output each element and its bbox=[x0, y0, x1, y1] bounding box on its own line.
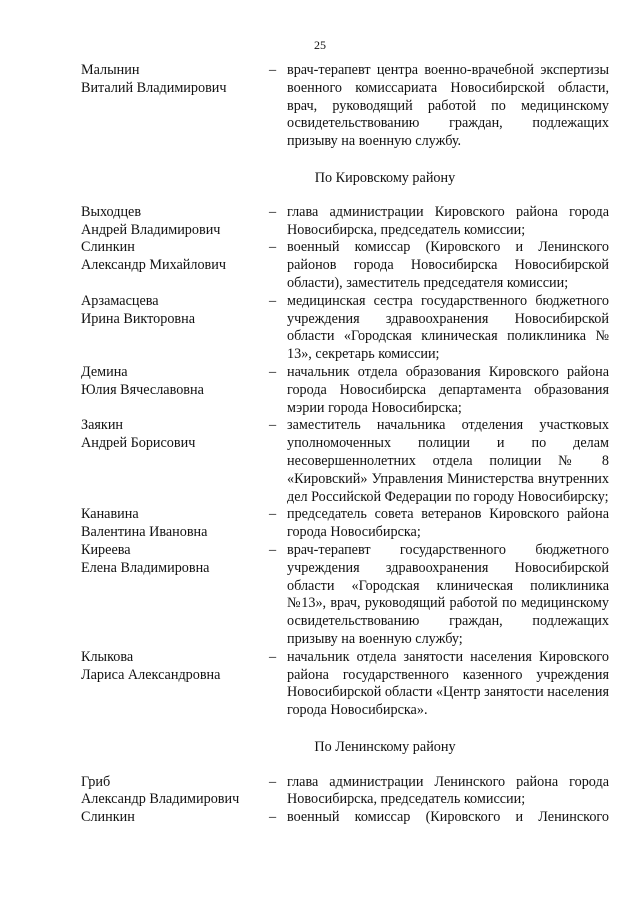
section-heading: По Ленинскому району bbox=[314, 738, 456, 755]
list-item bbox=[81, 506, 609, 542]
member-role: врач-терапевт центра военно-врачебной экспертизы военного комиссариата Новосибирской области, врач, руководящий работой по медицинскому освидетельствованию граждан, подлежащих призыву на военную службу. bbox=[287, 62, 609, 150]
surname: Демина bbox=[81, 363, 128, 380]
list-item bbox=[81, 542, 609, 649]
member-name bbox=[81, 542, 269, 649]
list-item bbox=[81, 809, 609, 827]
surname: Выходцев bbox=[81, 203, 142, 220]
list-item bbox=[81, 204, 609, 240]
dash: – bbox=[269, 506, 277, 523]
surname: Клыкова bbox=[81, 648, 134, 665]
list-item bbox=[81, 364, 609, 417]
given-name: Лариса Александровна bbox=[81, 666, 221, 683]
member-name bbox=[81, 809, 269, 827]
page-number: 25 bbox=[314, 38, 326, 52]
list-item bbox=[81, 417, 609, 506]
member-role: заместитель начальника отделения участковых уполномоченных полиции и по делам несовершеннолетних отдела полиции № 8 «Кировский» Управления Министерства внутренних дел Российской Федерации по городу Новосибирску; bbox=[287, 417, 609, 505]
member-role: председатель совета ветеранов Кировского района города Новосибирска; bbox=[287, 506, 609, 541]
member-name bbox=[81, 506, 269, 542]
list-item bbox=[81, 649, 609, 720]
member-role: военный комиссар (Кировского и Ленинского районов города Новосибирска Новосибирской области), заместитель председателя комиссии; bbox=[287, 239, 609, 291]
member-name bbox=[81, 649, 269, 720]
surname: Малынин bbox=[81, 62, 140, 78]
surname: Гриб bbox=[81, 773, 111, 790]
member-role: военный комиссар (Кировского и Ленинского bbox=[287, 809, 609, 826]
dash: – bbox=[269, 648, 277, 665]
surname: Канавина bbox=[81, 506, 139, 523]
member-role: глава администрации Ленинского района города Новосибирска, председатель комиссии; bbox=[287, 773, 609, 808]
dash: – bbox=[269, 417, 277, 434]
surname: Арзамасцева bbox=[81, 292, 159, 309]
given-name: Андрей Владимирович bbox=[81, 221, 221, 238]
dash: – bbox=[269, 62, 277, 78]
member-name bbox=[81, 293, 269, 364]
surname: Слинкин bbox=[81, 809, 135, 826]
dash: – bbox=[269, 363, 277, 380]
given-name: Ирина Викторовна bbox=[81, 310, 196, 327]
dash: – bbox=[269, 239, 277, 256]
member-role: медицинская сестра государственного бюджетного учреждения здравоохранения Новосибирской области «Городская клиническая поликлиника № 13», секретарь комиссии; bbox=[287, 292, 609, 363]
member-role: врач-терапевт государственного бюджетного учреждения здравоохранения Новосибирской области «Городская клиническая поликлиника №13», врач, руководящий работой по медицинскому освидетельствованию граждан, подлежащих призыву на военную службу; bbox=[287, 541, 609, 647]
list-item bbox=[81, 293, 609, 364]
list-item bbox=[81, 774, 609, 810]
dash: – bbox=[269, 773, 277, 790]
given-name: Андрей Борисович bbox=[81, 435, 196, 452]
member-role: начальник отдела образования Кировского района города Новосибирска департамента образования мэрии города Новосибирска; bbox=[287, 363, 609, 416]
member-name bbox=[81, 204, 269, 240]
dash: – bbox=[269, 292, 277, 309]
member-role: глава администрации Кировского района города Новосибирска, председатель комиссии; bbox=[287, 203, 609, 238]
surname: Киреева bbox=[81, 541, 131, 558]
list-item bbox=[81, 62, 609, 151]
member-name bbox=[81, 417, 269, 506]
member-name bbox=[81, 239, 269, 292]
given-name: Александр Владимирович bbox=[81, 791, 240, 808]
given-name: Виталий Владимирович bbox=[81, 79, 227, 96]
given-name: Александр Михайлович bbox=[81, 257, 226, 274]
member-name bbox=[81, 364, 269, 417]
section-heading: По Кировскому району bbox=[314, 169, 456, 186]
dash: – bbox=[269, 203, 277, 220]
dash: – bbox=[269, 541, 277, 558]
surname: Заякин bbox=[81, 417, 124, 434]
member-name bbox=[81, 774, 269, 810]
dash: – bbox=[269, 809, 277, 826]
list-item bbox=[81, 239, 609, 292]
commission-list bbox=[81, 62, 609, 827]
member-role: начальник отдела занятости населения Кировского района государственного казенного учреждения Новосибирской области «Центр занятости населения города Новосибирска». bbox=[287, 648, 609, 719]
member-name bbox=[81, 62, 269, 151]
given-name: Юлия Вячеславовна bbox=[81, 381, 204, 398]
surname: Слинкин bbox=[81, 239, 135, 256]
given-name: Елена Владимировна bbox=[81, 559, 210, 576]
given-name: Валентина Ивановна bbox=[81, 524, 208, 541]
